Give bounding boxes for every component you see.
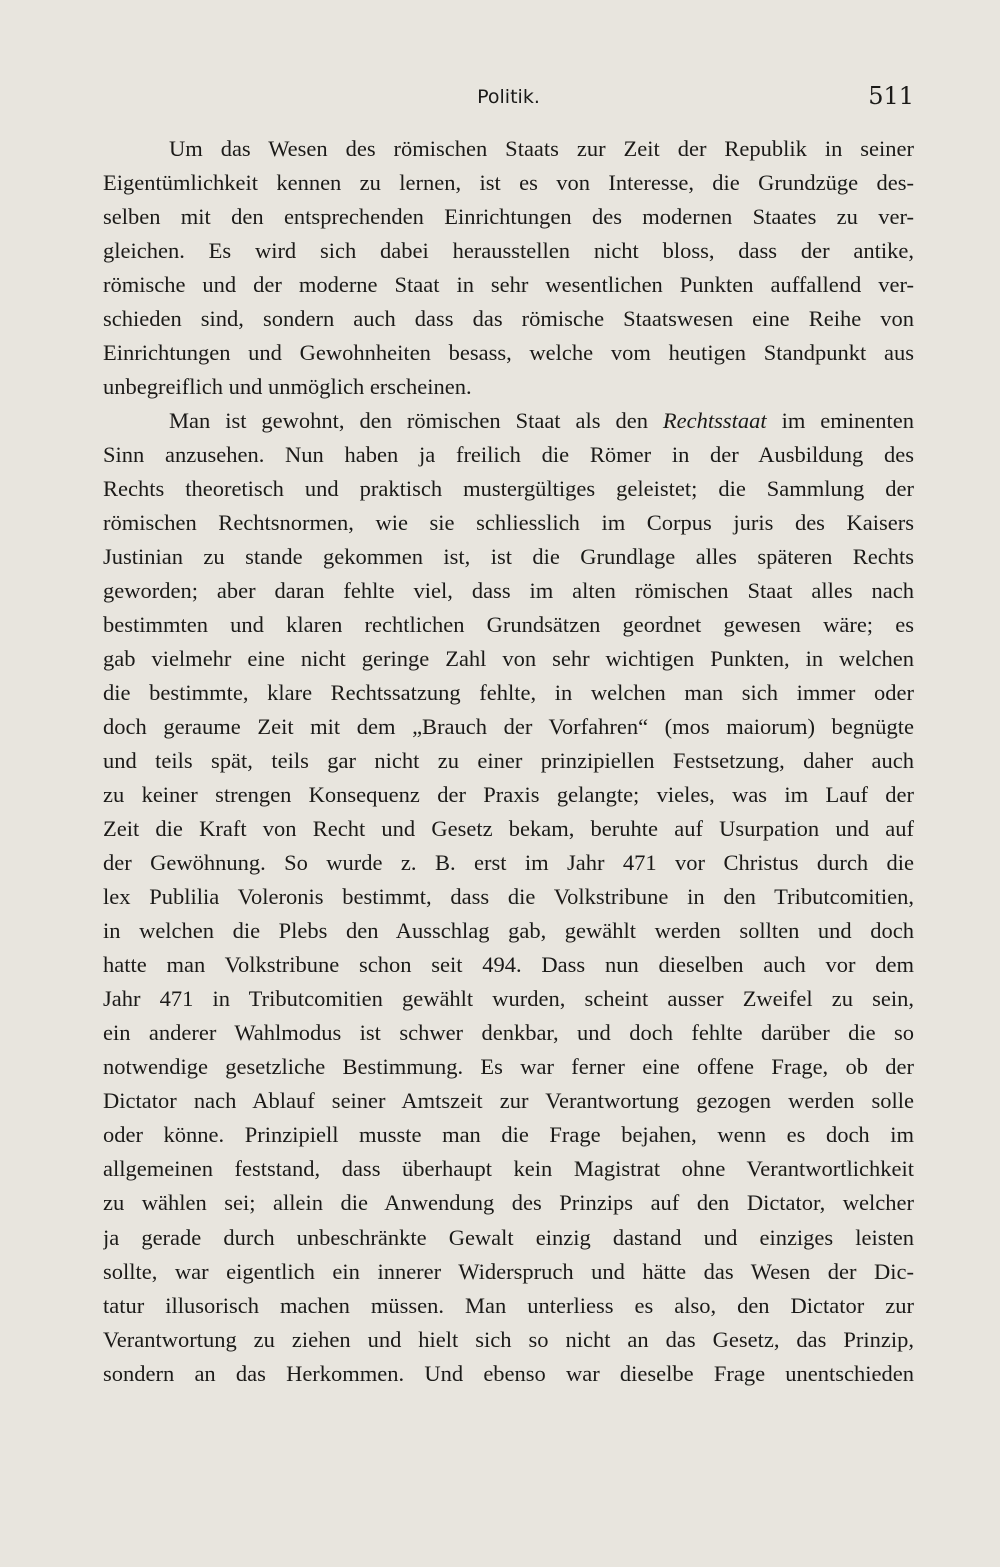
- text-line: Sinn anzusehen. Nun haben ja freilich die Römer in der Ausbildung des: [103, 442, 914, 468]
- text-line: sondern an das Herkommen. Und ebenso war dieselbe Frage unentschieden: [103, 1360, 914, 1386]
- body-text: [103, 132, 914, 1391]
- text-line: Jahr 471 in Tributcomitien gewählt wurden, scheint ausser Zweifel zu sein,: [103, 986, 914, 1012]
- text-line: die bestimmte, klare Rechtssatzung fehlte, in welchen man sich immer oder: [103, 680, 914, 706]
- text-line: bestimmten und klaren rechtlichen Grundsätzen geordnet gewesen wäre; es: [103, 612, 914, 638]
- text-run: Man ist gewohnt, den römischen Staat als den: [169, 408, 648, 434]
- running-title: Politik.: [477, 86, 540, 108]
- text-line: doch geraume Zeit mit dem „Brauch der Vorfahren“ (mos maiorum) begnügte: [103, 714, 914, 740]
- text-line: zu wählen sei; allein die Anwendung des Prinzips auf den Dictator, welcher: [103, 1190, 914, 1216]
- text-line: ein anderer Wahlmodus ist schwer denkbar, und doch fehlte darüber die so: [103, 1020, 914, 1046]
- text-line: [103, 404, 914, 438]
- text-line: und teils spät, teils gar nicht zu einer prinzipiellen Festsetzung, daher auch: [103, 748, 914, 774]
- text-line: tatur illusorisch machen müssen. Man unterliess es also, den Dictator zur: [103, 1292, 914, 1318]
- text-line: unbegreiflich und unmöglich erscheinen.: [103, 374, 472, 400]
- text-line: lex Publilia Voleronis bestimmt, dass die Volkstribune in den Tributcomitien,: [103, 884, 914, 910]
- page-number: 511: [868, 82, 914, 110]
- text-line: gab vielmehr eine nicht geringe Zahl von sehr wichtigen Punkten, in welchen: [103, 646, 914, 672]
- text-line: Rechts theoretisch und praktisch mustergültiges geleistet; die Sammlung der: [103, 476, 914, 502]
- text-line: schieden sind, sondern auch dass das römische Staatswesen eine Reihe von: [103, 306, 914, 332]
- text-line: Verantwortung zu ziehen und hielt sich so nicht an das Gesetz, das Prinzip,: [103, 1326, 914, 1352]
- page-header: [103, 82, 914, 118]
- text-line: Eigentümlichkeit kennen zu lernen, ist es von Interesse, die Grundzüge des-: [103, 170, 914, 196]
- text-line: römische und der moderne Staat in sehr wesentlichen Punkten auffallend ver-: [103, 272, 914, 298]
- text-run: im eminenten: [781, 408, 914, 434]
- text-line: allgemeinen feststand, dass überhaupt kein Magistrat ohne Verantwortlichkeit: [103, 1156, 914, 1182]
- text-line: römischen Rechtsnormen, wie sie schliesslich im Corpus juris des Kaisers: [103, 510, 914, 536]
- text-line: gleichen. Es wird sich dabei herausstellen nicht bloss, dass der antike,: [103, 238, 914, 264]
- text-line: oder könne. Prinzipiell musste man die Frage bejahen, wenn es doch im: [103, 1122, 914, 1148]
- text-line: geworden; aber daran fehlte viel, dass im alten römischen Staat alles nach: [103, 578, 914, 604]
- text-line: in welchen die Plebs den Ausschlag gab, gewählt werden sollten und doch: [103, 918, 914, 944]
- text-line: ja gerade durch unbeschränkte Gewalt einzig dastand und einziges leisten: [103, 1224, 914, 1250]
- paragraph-2: [103, 404, 914, 1390]
- paragraph-1: [103, 132, 914, 404]
- text-line: notwendige gesetzliche Bestimmung. Es war ferner eine offene Frage, ob der: [103, 1054, 914, 1080]
- text-line: Zeit die Kraft von Recht und Gesetz bekam, beruhte auf Usurpation und auf: [103, 816, 914, 842]
- text-line: Einrichtungen und Gewohnheiten besass, welche vom heutigen Standpunkt aus: [103, 340, 914, 366]
- text-line: zu keiner strengen Konsequenz der Praxis gelangte; vieles, was im Lauf der: [103, 782, 914, 808]
- text-line: selben mit den entsprechenden Einrichtungen des modernen Staates zu ver-: [103, 204, 914, 230]
- text-line: der Gewöhnung. So wurde z. B. erst im Jahr 471 vor Christus durch die: [103, 850, 914, 876]
- emphasized-term: Rechtsstaat: [662, 408, 767, 434]
- text-line: Um das Wesen des römischen Staats zur Zeit der Republik in seiner: [169, 136, 914, 161]
- text-line: Dictator nach Ablauf seiner Amtszeit zur Verantwortung gezogen werden solle: [103, 1088, 914, 1114]
- text-line: sollte, war eigentlich ein innerer Widerspruch und hätte das Wesen der Dic-: [103, 1258, 914, 1284]
- text-line: hatte man Volkstribune schon seit 494. Dass nun dieselben auch vor dem: [103, 952, 914, 978]
- text-line: Justinian zu stande gekommen ist, ist die Grundlage alles späteren Rechts: [103, 544, 914, 570]
